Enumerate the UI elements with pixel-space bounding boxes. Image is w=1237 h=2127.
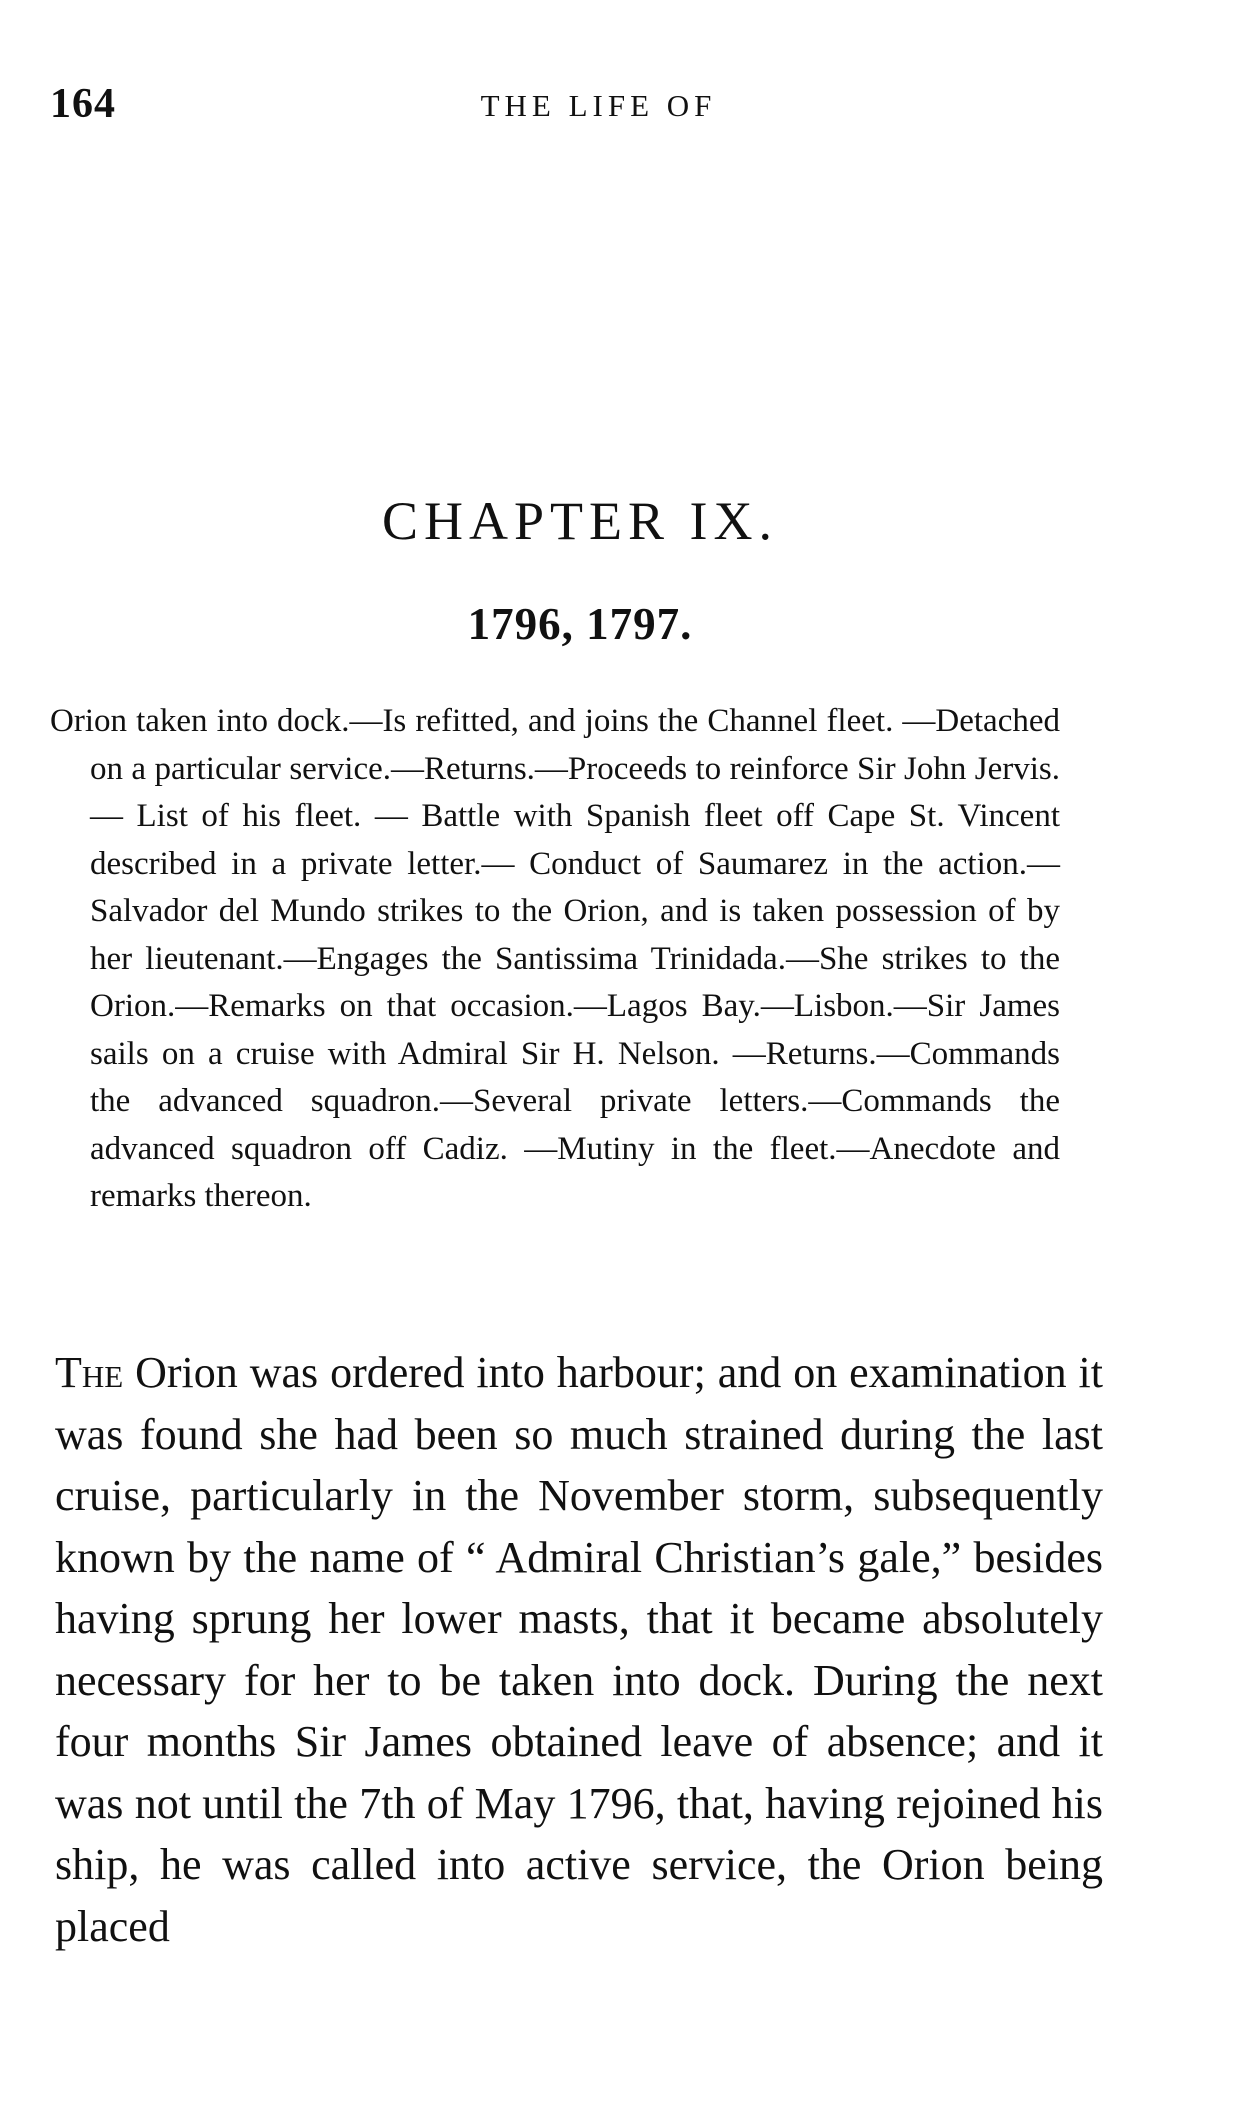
running-head [0, 88, 1237, 124]
chapter-years: 1796, 1797. [467, 599, 693, 649]
paragraph-text: Orion was ordered into harbour; and on examination it was found she had been so much strained during the last cruise, particularly in the November storm, subsequently known by the name of “ Admiral Christian’s gale,” besides having sprung her lower masts, that it became absolutely necessary for her to be taken into dock. During the next four months Sir James obtained leave of absence; and it was not until the 7th of May 1796, that, having rejoined his ship, he was called into active service, the Orion being placed [55, 1348, 1103, 1951]
opening-word: The [55, 1348, 124, 1397]
running-head-text: THE LIFE OF [480, 88, 717, 123]
chapter-title: CHAPTER IX. [381, 491, 778, 551]
page-number: 164 [50, 81, 116, 127]
body-paragraph [55, 1342, 1103, 1957]
chapter-summary: Orion taken into dock.—Is refitted, and joins the Channel fleet. —Detached on a particular service.—Returns.—Proceeds to reinforce Sir John Jervis.— List of his fleet. — Battle with Spanish fleet off Cape St. Vincent described in a private letter.— Conduct of Saumarez in the action.— Salvador del Mundo strikes to the Orion, and is taken possession of by her lieutenant.—Engages the Santissima Trinidada.—She strikes to the Orion.—Remarks on that occasion.—Lagos Bay.—Lisbon.—Sir James sails on a cruise with Admiral Sir H. Nelson. —Returns.—Commands the advanced squadron.—Several private letters.—Commands the advanced squadron off Cadiz. —Mutiny in the fleet.—Anecdote and remarks thereon. [50, 703, 1060, 1214]
